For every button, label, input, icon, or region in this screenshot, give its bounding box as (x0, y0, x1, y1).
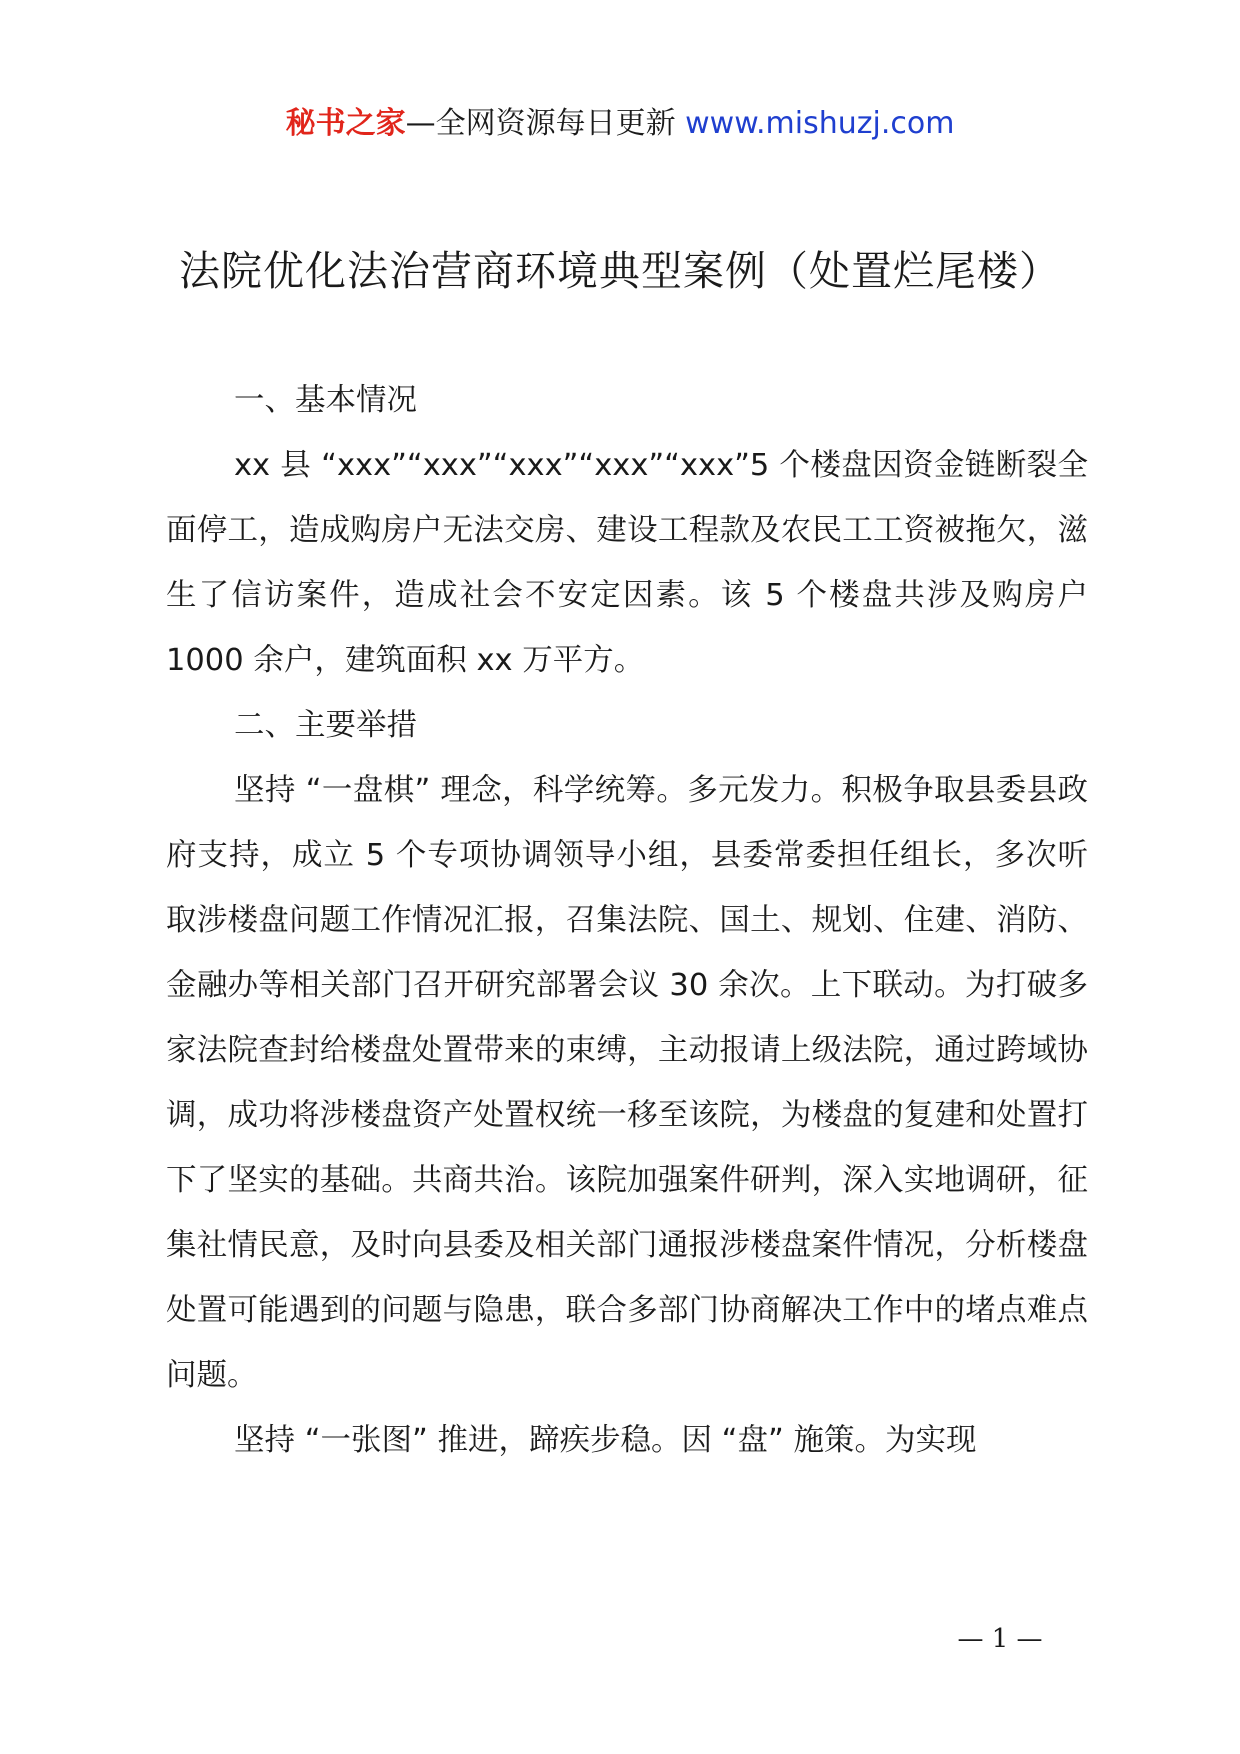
site-header (0, 104, 1240, 144)
document-title: 法院优化法治营商环境典型案例（处置烂尾楼） (179, 247, 1061, 295)
section-heading: 一、基本情况 (234, 383, 417, 418)
page-number: — 1 — (957, 1624, 1043, 1654)
site-url-link[interactable]: www.mishuzj.com (685, 106, 955, 141)
paragraph: 坚持 “一张图” 推进，蹄疾步稳。因 “盘” 施策。为实现 (234, 1423, 977, 1458)
brand-name: 秘书之家 (285, 106, 406, 141)
document-body (166, 368, 1088, 1473)
section-heading: 二、主要举措 (234, 708, 417, 743)
header-tagline: —全网资源每日更新 (405, 106, 686, 141)
paragraph: xx 县 “xxx”“xxx”“xxx”“xxx”“xxx”5 个楼盘因资金链断裂全面停工，造成购房户无法交房、建设工程款及农民工工资被拖欠，滋生了信访案件，造成社会不安定因素。该 5 个楼盘共涉及购房户 1000 余户，建筑面积 xx 万平方。 (166, 448, 1088, 678)
paragraph: 坚持 “一盘棋” 理念，科学统筹。多元发力。积极争取县委县政府支持，成立 5 个专项协调领导小组，县委常委担任组长，多次听取涉楼盘问题工作情况汇报，召集法院、国土、规划、住建、消防、金融办等相关部门召开研究部署会议 30 余次。上下联动。为打破多家法院查封给楼盘处置带来的束缚，主动报请上级法院，通过跨域协调，成功将涉楼盘资产处置权统一移至该院，为楼盘的复建和处置打下了坚实的基础。共商共治。该院加强案件研判，深入实地调研，征集社情民意，及时向县委及相关部门通报涉楼盘案件情况，分析楼盘处置可能遇到的问题与隐患，联合多部门协商解决工作中的堵点难点问题。 (166, 773, 1088, 1393)
